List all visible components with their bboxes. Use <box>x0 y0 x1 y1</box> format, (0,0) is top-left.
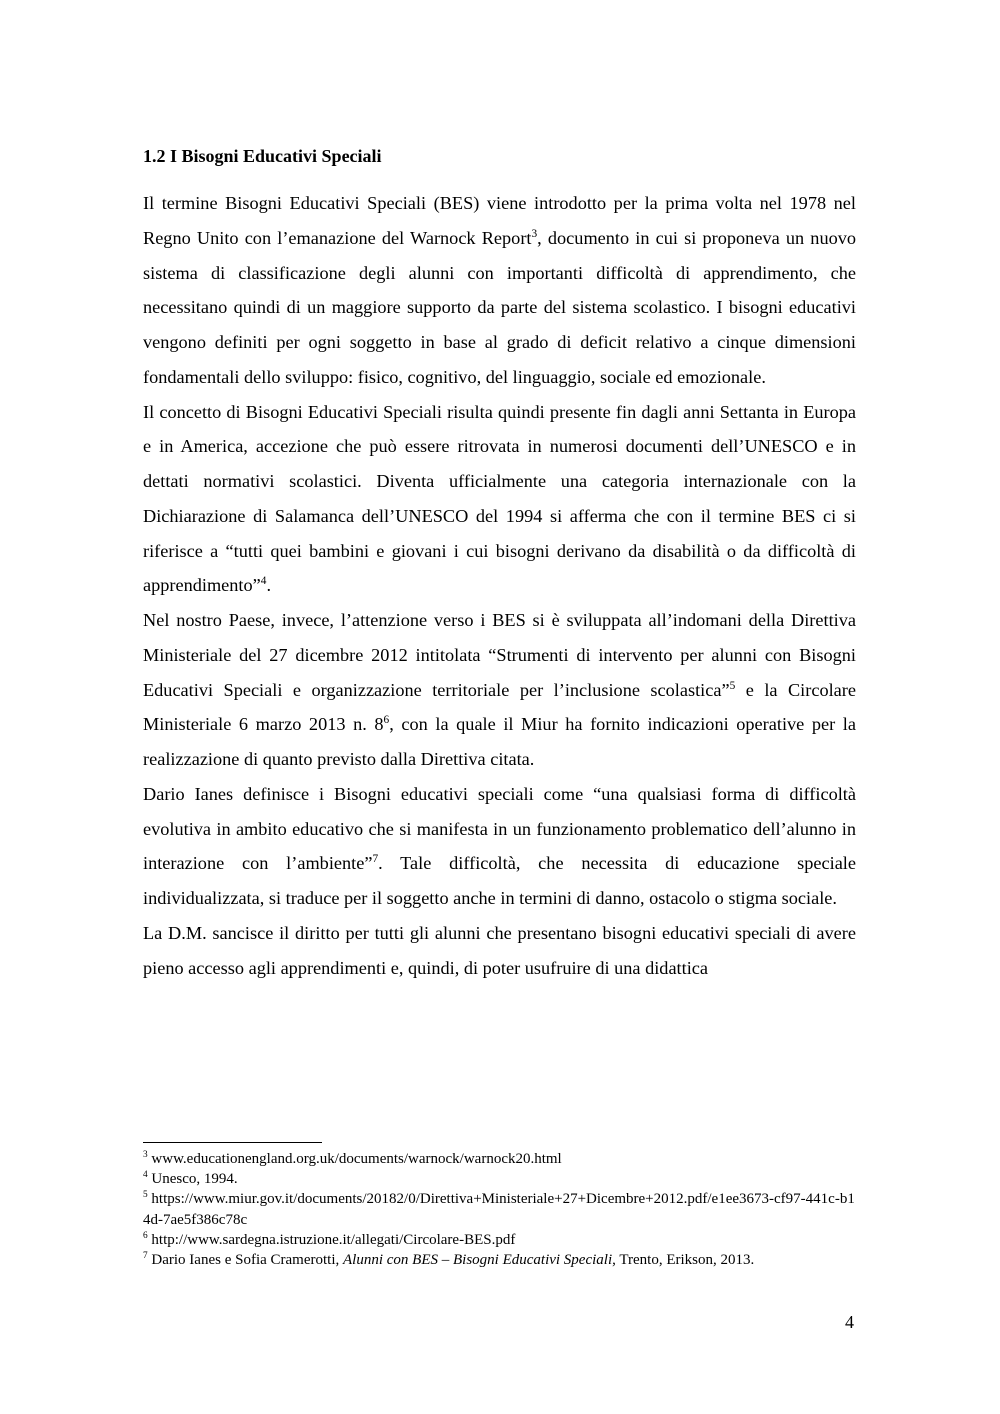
paragraph-text: Il termine Bisogni Educativi Speciali (BES) viene introdotto per la prima volta nel 1978 nel Regno Unito con l’emanazione del Warnock Report <box>143 193 856 248</box>
footnote-text: Unesco, 1994. <box>147 1171 238 1188</box>
footnote-number: 3 <box>143 1150 148 1160</box>
footnote-number: 7 <box>143 1251 148 1262</box>
paragraph-text: Dario Ianes definisce i Bisogni educativi speciali come “una qualsiasi forma di difficoltà evolutiva in ambito educativo che si manifesta in un funzionamento problematico dell’alunno in interazione con l’ambiente” <box>143 783 856 874</box>
body-text <box>143 186 856 985</box>
footnotes <box>143 1149 856 1270</box>
footnote-separator <box>143 1142 322 1143</box>
footnote <box>143 1149 856 1169</box>
footnote-ref[interactable]: 5 <box>729 679 736 692</box>
footnote <box>143 1169 856 1189</box>
paragraph <box>143 603 856 777</box>
footnote-text: , Trento, Erikson, 2013. <box>612 1252 755 1269</box>
footnote <box>143 1189 856 1229</box>
paragraph-text: , con la quale il Miur ha fornito indicazioni operative per la realizzazione di quanto previsto dalla Direttiva citata. <box>143 714 856 769</box>
paragraph-text: Nel nostro Paese, invece, l’attenzione verso i BES si è sviluppata all’indomani della Direttiva Ministeriale del 27 dicembre 2012 intitolata “Strumenti di intervento per alunni con Bisogni Educativi Speciali e organizzazione territoriale per l’inclusione scolastica” <box>143 610 856 700</box>
footnote <box>143 1230 856 1250</box>
footnote-text[interactable]: https://www.miur.gov.it/documents/20182/0/Direttiva+Ministeriale+27+Dicembre+2012.pdf/e1ee3673-cf97-441c-b14d-7ae5f386c78c <box>143 1191 855 1228</box>
page-number: 4 <box>845 1312 854 1332</box>
footnote <box>143 1250 856 1270</box>
paragraph <box>143 395 856 604</box>
footnote-text[interactable]: www.educationengland.org.uk/documents/warnock/warnock20.html <box>147 1151 562 1167</box>
footnote-ref[interactable]: 3 <box>531 227 538 240</box>
section-heading: 1.2 I Bisogni Educativi Speciali <box>143 146 382 166</box>
footnote-ref[interactable]: 6 <box>383 714 390 727</box>
footnote-text[interactable]: http://www.sardegna.istruzione.it/allegati/Circolare-BES.pdf <box>147 1231 516 1248</box>
paragraph <box>143 916 856 986</box>
footnote-ref[interactable]: 7 <box>372 853 379 866</box>
footnote-ref[interactable]: 4 <box>260 575 267 588</box>
footnote-number: 6 <box>143 1230 148 1241</box>
footnote-number: 4 <box>143 1170 148 1181</box>
paragraph-text: Il concetto di Bisogni Educativi Speciali risulta quindi presente fin dagli anni Settanta in Europa e in America, accezione che può essere ritrovata in numerosi documenti dell’UNESCO e in dettati normativi scolastici. Diventa ufficialmente una categoria internazionale con la Dichiarazione di Salamanca dell’UNESCO del 1994 si afferma che con il termine BES ci si riferisce a “tutti quei bambini e giovani i cui bisogni derivano da disabilità o da difficoltà di apprendimento” <box>143 401 856 596</box>
footnote-number: 5 <box>143 1190 148 1201</box>
footnote-book-title: Alunni con BES – Bisogni Educativi Speciali <box>343 1252 613 1269</box>
paragraph-text: , documento in cui si proponeva un nuovo sistema di classificazione degli alunni con importanti difficoltà di apprendimento, che necessitano quindi di un maggiore supporto da parte del sistema scolastico. I bisogni educativi vengono definiti per ogni soggetto in base al grado di deficit relativo a cinque dimensioni fondamentali dello sviluppo: fisico, cognitivo, del linguaggio, sociale ed emozionale. <box>143 227 857 387</box>
paragraph <box>143 186 856 395</box>
paragraph-text: La D.M. sancisce il diritto per tutti gli alunni che presentano bisogni educativi speciali di avere pieno accesso agli apprendimenti e, quindi, di poter usufruire di una didattica <box>143 922 856 978</box>
footnote-text: Dario Ianes e Sofia Cramerotti, <box>147 1252 344 1269</box>
paragraph-text: . <box>266 575 272 596</box>
paragraph-text: e la Circolare Ministeriale 6 marzo 2013 n. 8 <box>143 679 857 735</box>
paragraph-text: . Tale difficoltà, che necessita di educazione speciale individualizzata, si traduce per il soggetto anche in termini di danno, ostacolo o stigma sociale. <box>143 853 856 908</box>
paragraph <box>143 777 856 916</box>
